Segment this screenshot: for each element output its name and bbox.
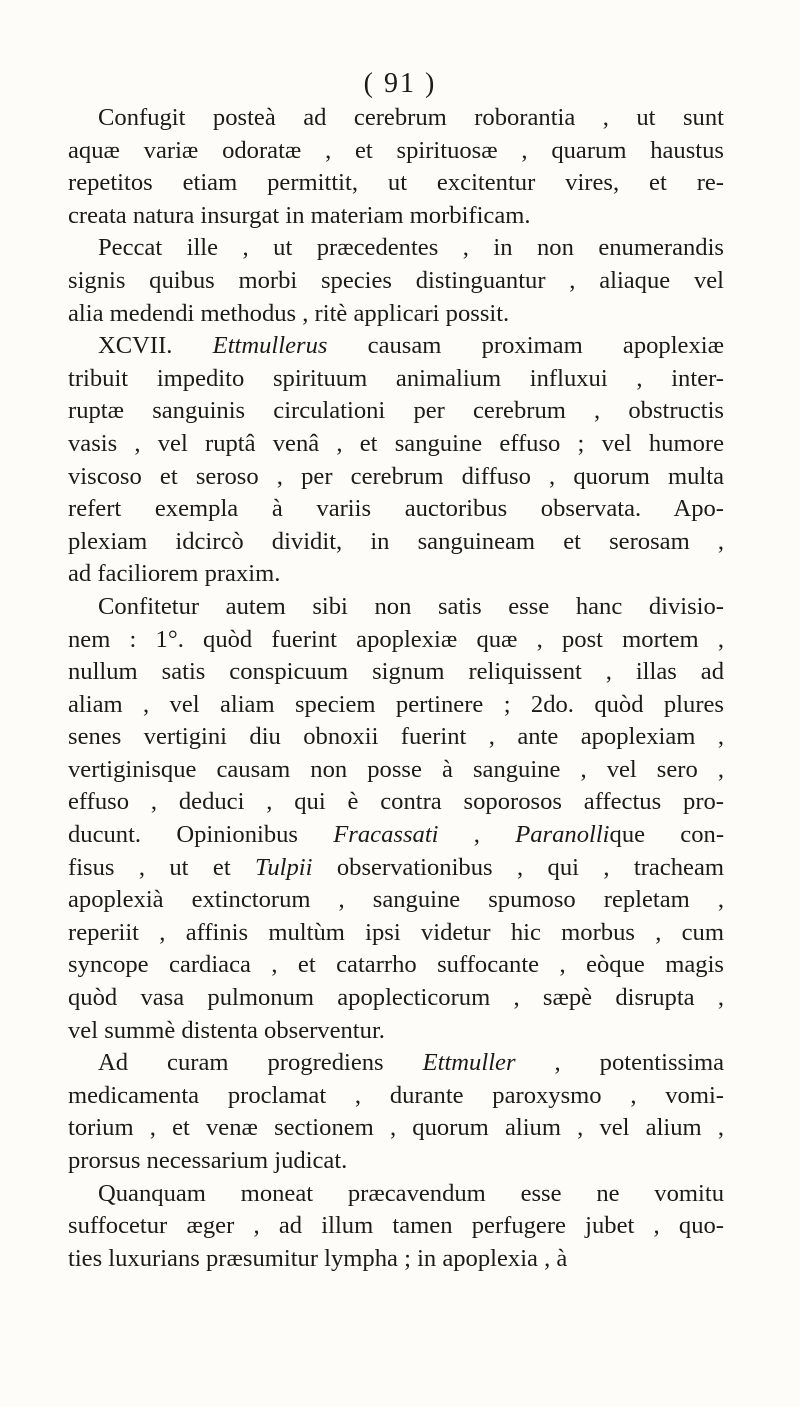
text-span: Peccat ille , ut præcedentes , in non enumerandis	[98, 234, 724, 262]
text-span: prorsus necessarium judicat.	[68, 1147, 348, 1174]
text-line	[68, 819, 724, 852]
text-line	[68, 1112, 724, 1145]
text-span: ruptæ sanguinis circulationi per cerebrum , obstructis	[68, 397, 724, 425]
text-line	[68, 1210, 724, 1243]
text-line	[68, 721, 724, 754]
text-span: senes vertigini diu obnoxii fuerint , ante apoplexiam ,	[68, 723, 724, 751]
text-span: plexiam idcircò dividit, in sanguineam et serosam ,	[68, 527, 724, 555]
text-span: Confitetur autem sibi non satis esse hanc divisio-	[98, 592, 724, 620]
text-span: torium , et venæ sectionem , quorum alium , vel alium ,	[68, 1114, 724, 1142]
text-span: XCVII.	[98, 332, 213, 360]
text-line	[68, 102, 724, 135]
text-span: tribuit impedito spirituum animalium influxui , inter-	[68, 364, 724, 392]
text-span: que con-	[609, 821, 725, 849]
text-line	[68, 1080, 724, 1113]
text-span: observationibus , qui , tracheam	[312, 853, 724, 881]
text-span: viscoso et seroso , per cerebrum diffuso , quorum multa	[68, 462, 724, 490]
text-span: Confugit posteà ad cerebrum roborantia , ut sunt	[98, 104, 724, 131]
author-name: Ettmuller	[422, 1049, 516, 1077]
text-span: vel summè distenta observentur.	[68, 1016, 385, 1044]
text-span: vasis , vel ruptâ venâ , et sanguine effuso ; vel humore	[68, 429, 724, 457]
text-line	[68, 1243, 724, 1276]
text-span: refert exempla à variis auctoribus observata. Apo-	[68, 495, 724, 523]
text-span: ad faciliorem praxim.	[68, 560, 281, 588]
text-span: creata natura insurgat in materiam morbificam.	[68, 201, 531, 229]
text-span: aliam , vel aliam speciem pertinere ; 2do. quòd plures	[68, 690, 724, 718]
text-span: quòd vasa pulmonum apoplecticorum , sæpè disrupta ,	[68, 984, 724, 1012]
text-span: alia medendi methodus , ritè applicari possit.	[68, 299, 510, 327]
text-line	[68, 689, 724, 722]
text-span: syncope cardiaca , et catarrho suffocante , eòque magis	[68, 951, 724, 979]
text-span: ducunt. Opinionibus	[68, 821, 334, 849]
text-line	[68, 428, 724, 461]
text-line	[68, 167, 724, 200]
text-span: , potentissima	[515, 1049, 724, 1077]
text-span: medicamenta proclamat , durante paroxysmo , vomi-	[68, 1081, 724, 1109]
text-line	[68, 298, 724, 331]
text-span: signis quibus morbi species distinguantur , aliaque vel	[68, 266, 724, 294]
text-span: repetitos etiam permittit, ut excitentur vires, et re-	[68, 169, 724, 197]
text-line	[68, 1047, 724, 1080]
text-line	[68, 852, 724, 885]
text-span: reperiit , affinis multùm ipsi videtur hic morbus , cum	[68, 918, 724, 946]
text-line	[68, 591, 724, 624]
text-line	[68, 330, 724, 363]
text-span: ,	[438, 821, 516, 849]
text-block	[68, 102, 724, 1275]
text-line	[68, 232, 724, 265]
text-line	[68, 1178, 724, 1211]
text-span: Ad curam progrediens	[98, 1049, 423, 1077]
text-line	[68, 754, 724, 787]
text-line	[68, 1015, 724, 1048]
text-line	[68, 135, 724, 168]
author-name: Fracassati	[333, 821, 439, 849]
text-line	[68, 461, 724, 494]
text-span: suffocetur æger , ad illum tamen perfugere jubet , quo-	[68, 1212, 724, 1240]
text-line	[68, 493, 724, 526]
text-line	[68, 200, 724, 233]
text-line	[68, 558, 724, 591]
text-line	[68, 1145, 724, 1178]
text-span: nullum satis conspicuum signum reliquissent , illas ad	[68, 658, 724, 686]
author-name: Ettmullerus	[212, 332, 328, 360]
text-line	[68, 786, 724, 819]
text-span: Quanquam moneat præcavendum esse ne vomitu	[98, 1179, 724, 1207]
text-span: nem : 1°. quòd fuerint apoplexiæ quæ , post mortem ,	[68, 625, 724, 653]
text-line	[68, 526, 724, 559]
text-line	[68, 363, 724, 396]
text-line	[68, 949, 724, 982]
text-line	[68, 917, 724, 950]
text-span: ties luxurians præsumitur lympha ; in apoplexia , à	[68, 1244, 568, 1272]
text-line	[68, 624, 724, 657]
text-line	[68, 395, 724, 428]
text-span: fisus , ut et	[68, 853, 256, 881]
text-line	[68, 884, 724, 917]
text-span: causam proximam apoplexiæ	[327, 332, 724, 360]
text-span: apoplexià extinctorum , sanguine spumoso repletam ,	[68, 886, 724, 914]
text-span: vertiginisque causam non posse à sanguine , vel sero ,	[68, 755, 724, 783]
text-span: effuso , deduci , qui è contra soporosos affectus pro-	[68, 788, 724, 816]
author-name: Tulpii	[255, 853, 313, 881]
author-name: Paranolli	[515, 821, 610, 849]
text-span: aquæ variæ odoratæ , et spirituosæ , quarum haustus	[68, 136, 724, 164]
text-line	[68, 265, 724, 298]
text-line	[68, 656, 724, 689]
page-number: ( 91 )	[363, 68, 437, 99]
text-line	[68, 982, 724, 1015]
